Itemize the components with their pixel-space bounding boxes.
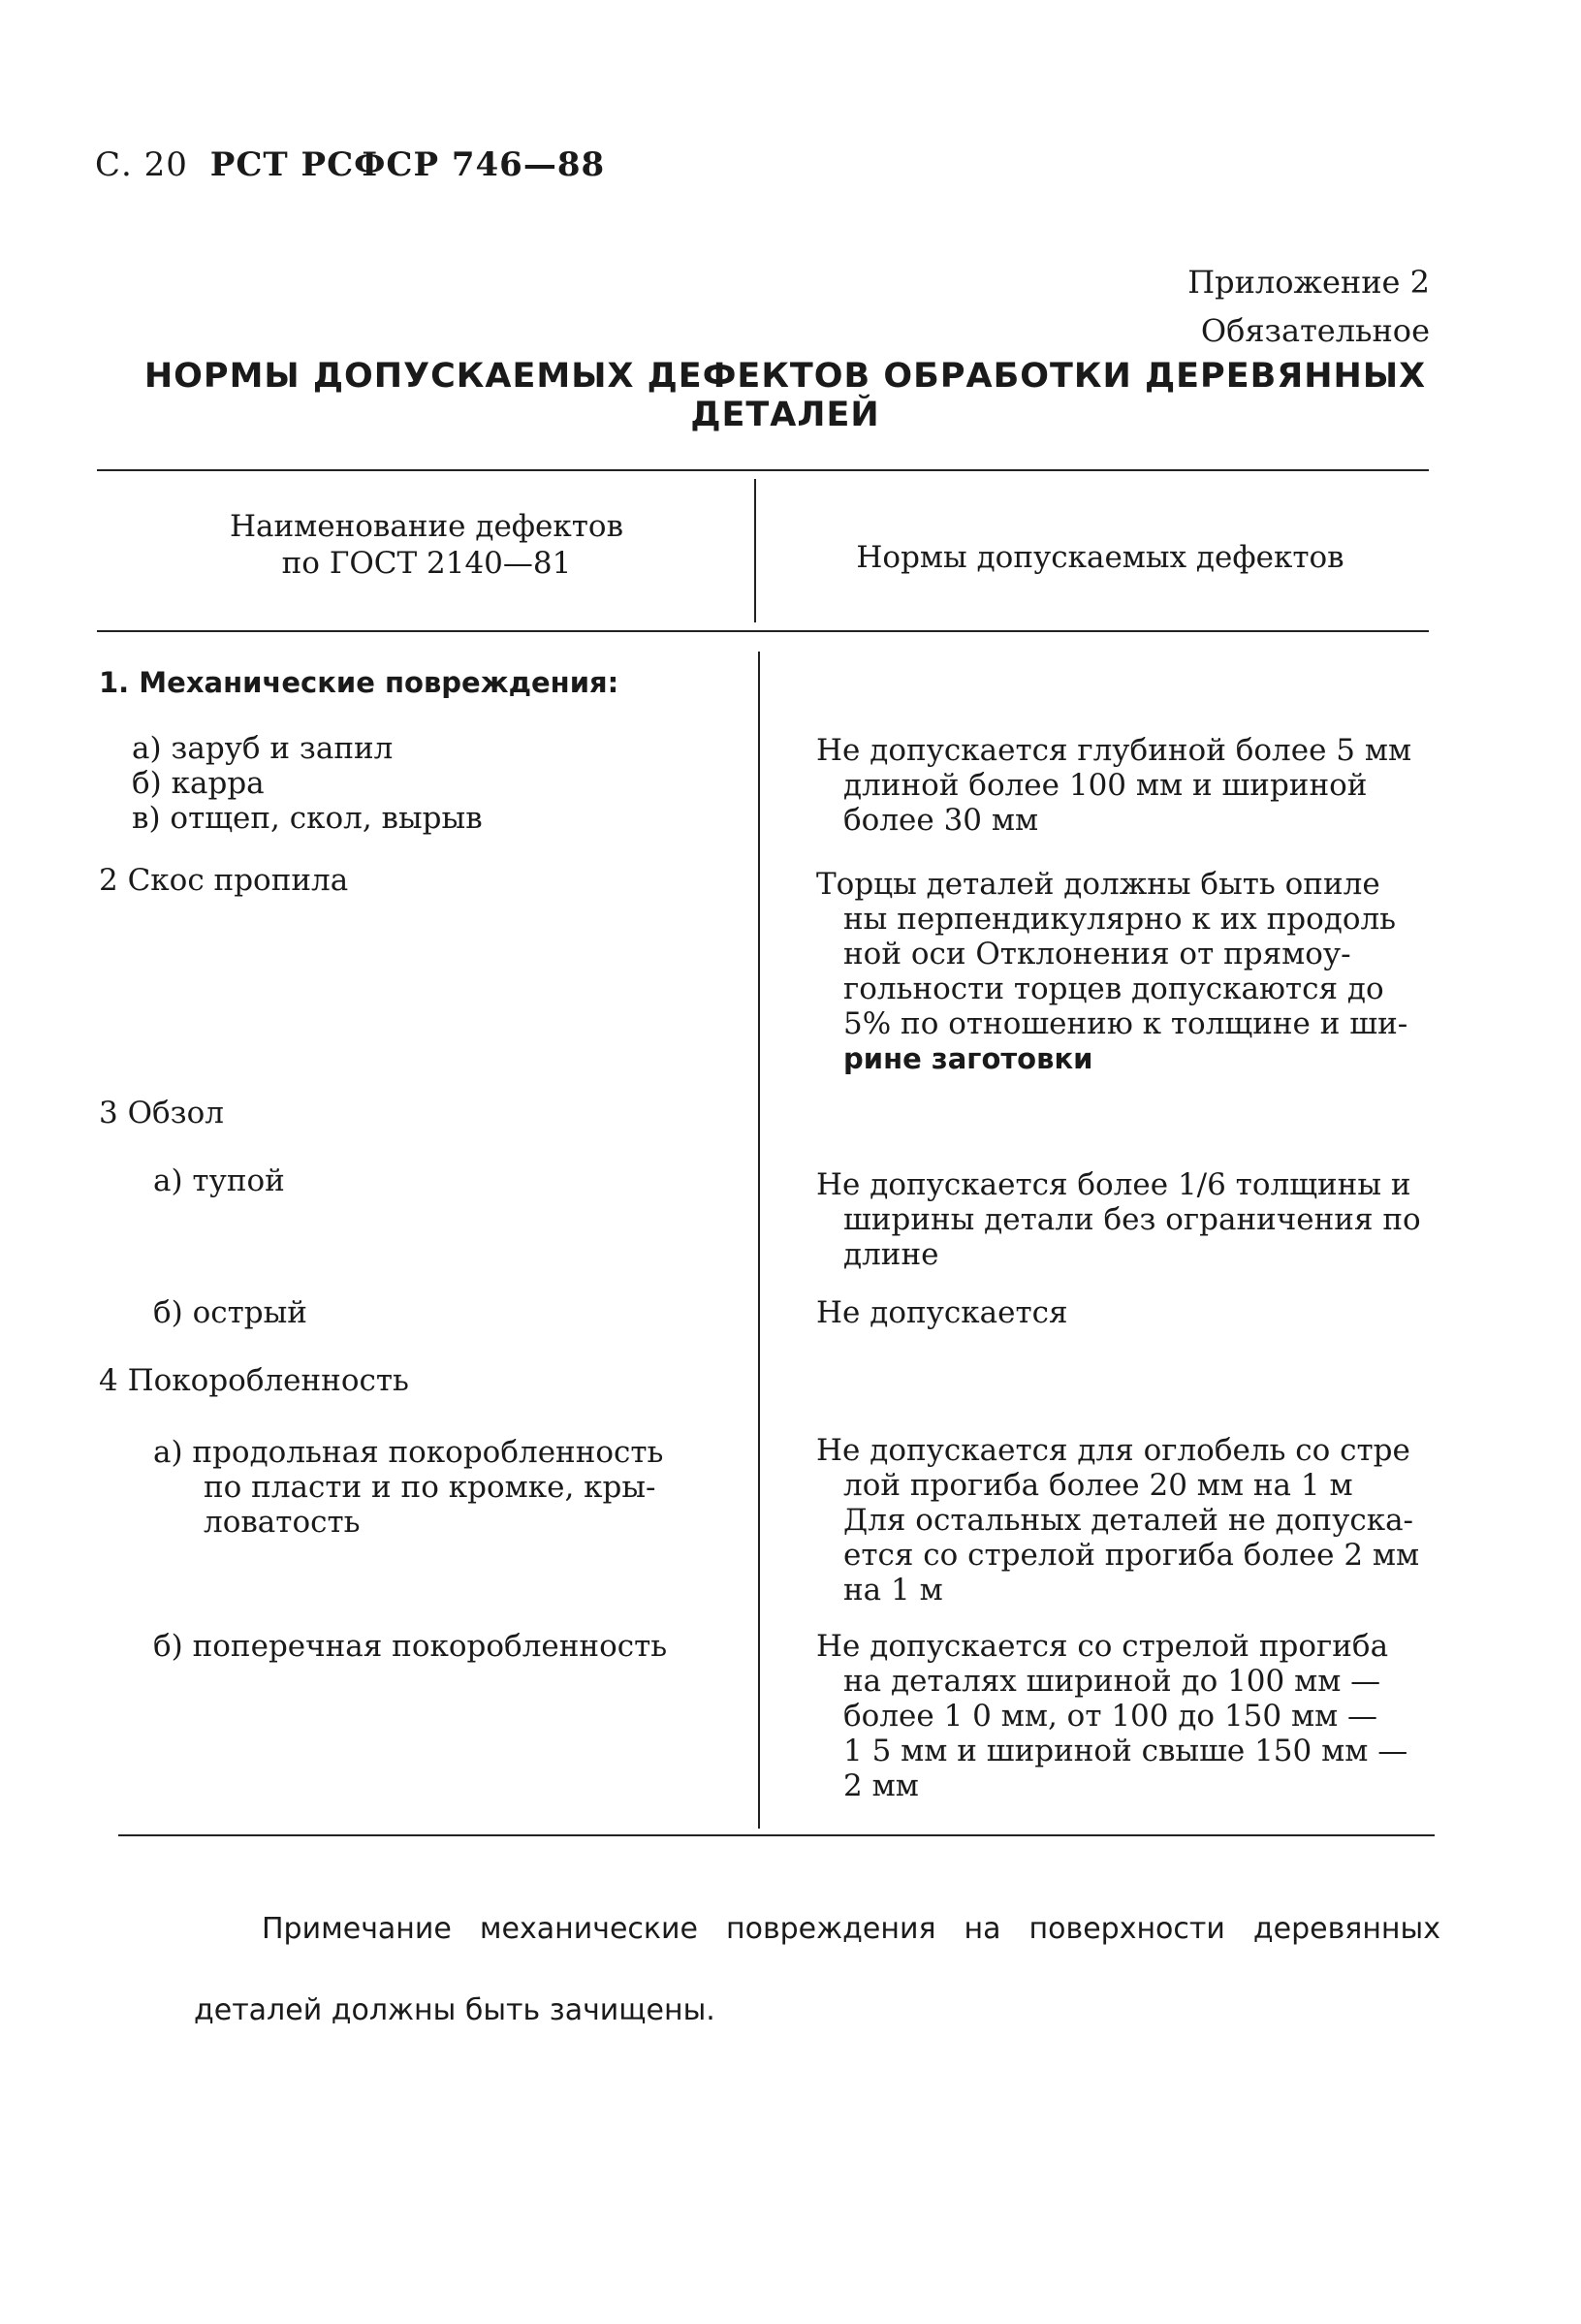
column-header-norms: Нормы допускаемых дефектов xyxy=(856,540,1344,575)
annex-label xyxy=(1187,258,1430,355)
section-3a-norm: Не допускается более 1/6 толщины и ширины детали без ограничения по длине xyxy=(816,1167,1421,1272)
table-top-rule xyxy=(97,469,1429,471)
column-header-defect-name: Наименование дефектов по ГОСТ 2140—81 xyxy=(229,509,624,581)
annex-number: Приложение 2 xyxy=(1187,264,1430,301)
section-3b-norm: Не допускается xyxy=(816,1295,1068,1330)
body-column-divider xyxy=(758,652,760,1829)
section-3-title: 3 Обзол xyxy=(99,1096,224,1130)
header-bottom-rule xyxy=(97,630,1429,632)
document-title: НОРМЫ ДОПУСКАЕМЫХ ДЕФЕКТОВ ОБРАБОТКИ ДЕРЕВЯННЫХ ДЕТАЛЕЙ xyxy=(143,357,1427,434)
section-4b-norm: Не допускается со стрелой прогиба на деталях шириной до 100 мм — более 1 0 мм, от 100 до 150 мм — 1 5 мм и шириной свыше 150 мм — 2 мм xyxy=(816,1629,1408,1803)
footnote: Примечание механические повреждения на поверхности деревянных деталей должны быть зачищены. xyxy=(194,1912,1440,2027)
page-header xyxy=(95,145,605,184)
section-2-title: 2 Скос пропила xyxy=(99,863,349,898)
header-column-divider xyxy=(754,479,756,622)
section-1-title: 1. Механические повреждения: xyxy=(99,666,619,699)
section-4a-item: а) продольная покоробленность по пласти и по кромке, кры- ловатость xyxy=(153,1435,664,1540)
section-4-title: 4 Покоробленность xyxy=(99,1363,409,1398)
annex-status: Обязательное xyxy=(1200,312,1430,349)
section-3b-item: б) острый xyxy=(153,1295,307,1330)
section-2-norm: Торцы деталей должны быть опиле ны перпендикулярно к их продоль ной оси Отклонения от прямоу- гольности торцев допускаются до 5% по отношению к толщине и ши- рине заготовки xyxy=(816,867,1408,1075)
section-4a-norm: Не допускается для оглобель со стре лой прогиба более 20 мм на 1 м Для остальных деталей не допуска- ется со стрелой прогиба более 2 мм на 1 м xyxy=(816,1433,1420,1608)
section-1-items: а) заруб и запил б) карра в) отщеп, скол, вырыв xyxy=(132,731,483,836)
section-3a-item: а) тупой xyxy=(153,1163,285,1198)
section-1-norm: Не допускается глубиной более 5 мм длиной более 100 мм и шириной более 30 мм xyxy=(816,733,1412,838)
section-4b-item: б) поперечная покоробленность xyxy=(153,1629,668,1664)
page-number: С. 20 xyxy=(95,145,188,184)
table-bottom-rule xyxy=(118,1834,1435,1836)
standard-code: РСТ РСФСР 746—88 xyxy=(209,145,606,184)
